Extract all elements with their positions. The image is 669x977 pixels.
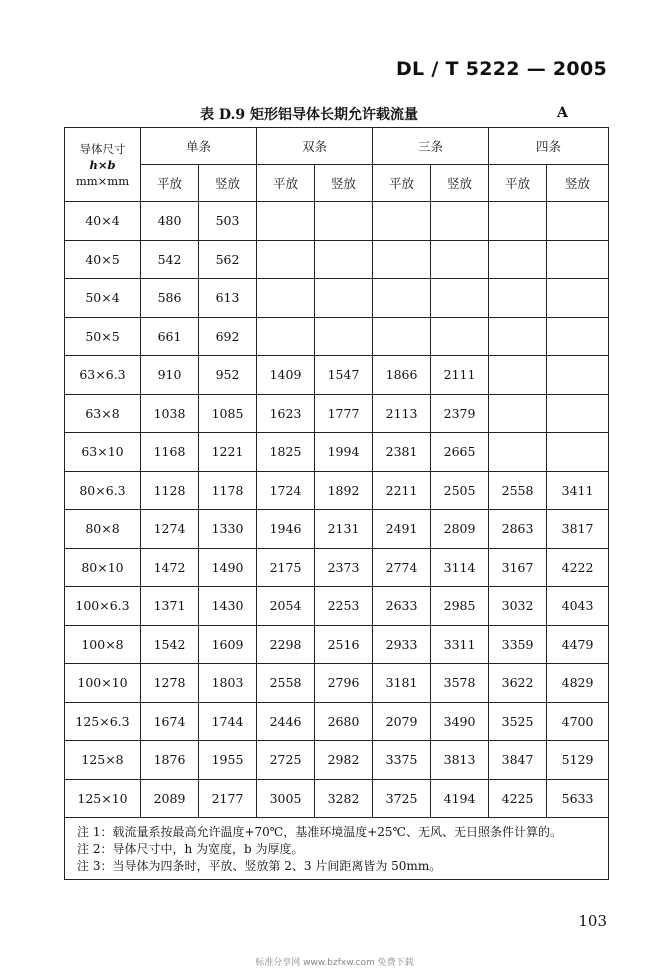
table-cell: 480 [141, 202, 199, 241]
table-cell: 1876 [141, 741, 199, 780]
table-cell: 5129 [547, 741, 609, 780]
table-cell: 1274 [141, 510, 199, 549]
table-cell: 613 [199, 279, 257, 318]
table-cell: 3311 [431, 625, 489, 664]
table-cell [315, 240, 373, 279]
table-cell [489, 433, 547, 472]
table-cell: 692 [199, 317, 257, 356]
standard-code: DL / T 5222 — 2005 [395, 58, 607, 80]
table-cell: 1221 [199, 433, 257, 472]
table-cell [547, 394, 609, 433]
table-cell [431, 317, 489, 356]
page-number: 103 [578, 912, 607, 930]
sub-header: 竖放 [199, 165, 257, 202]
table-cell: 2809 [431, 510, 489, 549]
table-row [65, 510, 609, 549]
table-cell: 3725 [373, 779, 431, 818]
size-header-line1: 导体尺寸 [79, 141, 126, 156]
table-cell [547, 240, 609, 279]
row-size-label: 100×6.3 [65, 587, 141, 626]
table-row [65, 587, 609, 626]
row-size-label: 125×6.3 [65, 702, 141, 741]
table-cell: 1955 [199, 741, 257, 780]
table-row [65, 356, 609, 395]
sub-header: 竖放 [315, 165, 373, 202]
table-row [65, 548, 609, 587]
table-caption: 表 D.9 矩形铝导体长期允许载流量 [200, 107, 419, 123]
row-size-label: 50×4 [65, 279, 141, 318]
table-cell: 3817 [547, 510, 609, 549]
note-1: 注 1：载流量系按最高允许温度+70℃，基准环境温度+25℃、无风、无日照条件计算的。 [77, 825, 562, 839]
row-size-label: 63×6.3 [65, 356, 141, 395]
table-cell: 2491 [373, 510, 431, 549]
table-cell [373, 317, 431, 356]
table-cell: 910 [141, 356, 199, 395]
table-cell: 3114 [431, 548, 489, 587]
table-cell [373, 279, 431, 318]
table-cell: 1744 [199, 702, 257, 741]
group-header-quad: 四条 [489, 128, 609, 165]
table-cell [489, 317, 547, 356]
table-cell: 5633 [547, 779, 609, 818]
table-cell [547, 279, 609, 318]
table-cell: 1623 [257, 394, 315, 433]
table-cell: 1674 [141, 702, 199, 741]
table-cell [489, 240, 547, 279]
row-size-label: 50×5 [65, 317, 141, 356]
row-size-label: 40×5 [65, 240, 141, 279]
table-cell: 2175 [257, 548, 315, 587]
table-row [65, 625, 609, 664]
table-cell: 2796 [315, 664, 373, 703]
table-cell: 1609 [199, 625, 257, 664]
table-cell: 2516 [315, 625, 373, 664]
group-header-triple: 三条 [373, 128, 489, 165]
table-cell [257, 240, 315, 279]
table-row [65, 741, 609, 780]
ampacity-table [64, 127, 609, 880]
table-cell [315, 317, 373, 356]
size-column-header [65, 128, 141, 202]
table-cell: 2089 [141, 779, 199, 818]
table-cell: 4222 [547, 548, 609, 587]
table-cell: 2982 [315, 741, 373, 780]
table-cell: 4194 [431, 779, 489, 818]
row-size-label: 63×10 [65, 433, 141, 472]
table-cell: 3490 [431, 702, 489, 741]
table-cell: 2665 [431, 433, 489, 472]
table-cell [315, 202, 373, 241]
table-cell: 661 [141, 317, 199, 356]
table-cell [489, 279, 547, 318]
table-cell: 1038 [141, 394, 199, 433]
table-cell: 1371 [141, 587, 199, 626]
table-cell: 562 [199, 240, 257, 279]
table-cell: 1803 [199, 664, 257, 703]
table-cell [547, 356, 609, 395]
row-size-label: 100×8 [65, 625, 141, 664]
sub-header: 竖放 [547, 165, 609, 202]
row-size-label: 80×8 [65, 510, 141, 549]
table-cell: 3005 [257, 779, 315, 818]
table-cell: 4479 [547, 625, 609, 664]
table-cell: 586 [141, 279, 199, 318]
row-size-label: 100×10 [65, 664, 141, 703]
table-cell: 2298 [257, 625, 315, 664]
table-cell [315, 279, 373, 318]
table-cell: 1724 [257, 471, 315, 510]
table-cell: 2774 [373, 548, 431, 587]
table-cell: 3578 [431, 664, 489, 703]
table-cell: 3282 [315, 779, 373, 818]
table-cell [373, 240, 431, 279]
group-header-single: 单条 [141, 128, 257, 165]
note-3: 注 3：当导体为四条时，平放、竖放第 2、3 片间距离皆为 50mm。 [77, 859, 442, 873]
size-header-line2: h×b [89, 157, 116, 172]
table-cell: 1994 [315, 433, 373, 472]
table-cell: 3167 [489, 548, 547, 587]
page-footer: 标准分享网 www.bzfxw.com 免费下载 [255, 958, 414, 968]
table-cell: 2558 [489, 471, 547, 510]
note-2: 注 2：导体尺寸中，h 为宽度，b 为厚度。 [77, 842, 304, 856]
table-cell: 2680 [315, 702, 373, 741]
table-cell: 4225 [489, 779, 547, 818]
table-row [65, 202, 609, 241]
table-cell: 2373 [315, 548, 373, 587]
table-cell [257, 279, 315, 318]
table-cell: 1168 [141, 433, 199, 472]
table-cell: 2381 [373, 433, 431, 472]
table-cell: 1542 [141, 625, 199, 664]
table-cell [489, 356, 547, 395]
table-cell: 4043 [547, 587, 609, 626]
table-cell: 2211 [373, 471, 431, 510]
table-cell: 2131 [315, 510, 373, 549]
table-cell: 2633 [373, 587, 431, 626]
sub-header: 平放 [141, 165, 199, 202]
table-cell [431, 279, 489, 318]
table-cell [257, 317, 315, 356]
sub-header: 平放 [257, 165, 315, 202]
table-cell: 4700 [547, 702, 609, 741]
table-cell: 2054 [257, 587, 315, 626]
table-cell: 2505 [431, 471, 489, 510]
table-cell: 2446 [257, 702, 315, 741]
table-cell: 542 [141, 240, 199, 279]
table-cell: 1330 [199, 510, 257, 549]
table-cell: 2863 [489, 510, 547, 549]
table-cell: 1547 [315, 356, 373, 395]
table-cell: 3375 [373, 741, 431, 780]
table-cell: 3411 [547, 471, 609, 510]
table-cell: 3813 [431, 741, 489, 780]
row-size-label: 80×10 [65, 548, 141, 587]
table-cell: 1085 [199, 394, 257, 433]
table-cell: 1409 [257, 356, 315, 395]
table-row [65, 471, 609, 510]
table-cell: 3525 [489, 702, 547, 741]
row-size-label: 40×4 [65, 202, 141, 241]
table-cell: 2113 [373, 394, 431, 433]
table-cell [547, 202, 609, 241]
table-row [65, 702, 609, 741]
table-cell [257, 202, 315, 241]
table-cell [431, 240, 489, 279]
table-cell: 3181 [373, 664, 431, 703]
table-cell [489, 202, 547, 241]
table-cell: 3359 [489, 625, 547, 664]
table-cell [373, 202, 431, 241]
row-size-label: 80×6.3 [65, 471, 141, 510]
table-row [65, 317, 609, 356]
row-size-label: 125×8 [65, 741, 141, 780]
row-size-label: 125×10 [65, 779, 141, 818]
table-cell: 2253 [315, 587, 373, 626]
size-header-line3: mm×mm [75, 173, 130, 188]
table-cell: 2379 [431, 394, 489, 433]
sub-header: 平放 [373, 165, 431, 202]
table-cell: 1430 [199, 587, 257, 626]
table-cell: 2985 [431, 587, 489, 626]
table-cell: 2933 [373, 625, 431, 664]
sub-header: 竖放 [431, 165, 489, 202]
group-header-double: 双条 [257, 128, 373, 165]
table-row [65, 433, 609, 472]
table-cell [431, 202, 489, 241]
table-row [65, 779, 609, 818]
table-row [65, 279, 609, 318]
table-cell: 1178 [199, 471, 257, 510]
table-row [65, 394, 609, 433]
table-cell [547, 433, 609, 472]
table-cell: 3622 [489, 664, 547, 703]
table-cell: 2111 [431, 356, 489, 395]
table-cell: 1128 [141, 471, 199, 510]
table-row [65, 240, 609, 279]
table-cell: 2079 [373, 702, 431, 741]
table-cell: 1825 [257, 433, 315, 472]
table-cell [547, 317, 609, 356]
table-cell: 2177 [199, 779, 257, 818]
table-cell: 952 [199, 356, 257, 395]
table-cell: 1472 [141, 548, 199, 587]
table-cell: 1866 [373, 356, 431, 395]
table-cell: 4829 [547, 664, 609, 703]
table-cell: 3032 [489, 587, 547, 626]
sub-header: 平放 [489, 165, 547, 202]
table-cell: 2558 [257, 664, 315, 703]
table-cell: 2725 [257, 741, 315, 780]
table-cell: 1278 [141, 664, 199, 703]
table-body [65, 202, 609, 818]
table-notes [65, 818, 609, 880]
table-cell: 1946 [257, 510, 315, 549]
table-cell: 503 [199, 202, 257, 241]
table-cell: 1777 [315, 394, 373, 433]
table-cell: 3847 [489, 741, 547, 780]
row-size-label: 63×8 [65, 394, 141, 433]
table-row [65, 664, 609, 703]
table-cell [489, 394, 547, 433]
table-cell: 1892 [315, 471, 373, 510]
table-cell: 1490 [199, 548, 257, 587]
table-unit: A [557, 105, 568, 121]
